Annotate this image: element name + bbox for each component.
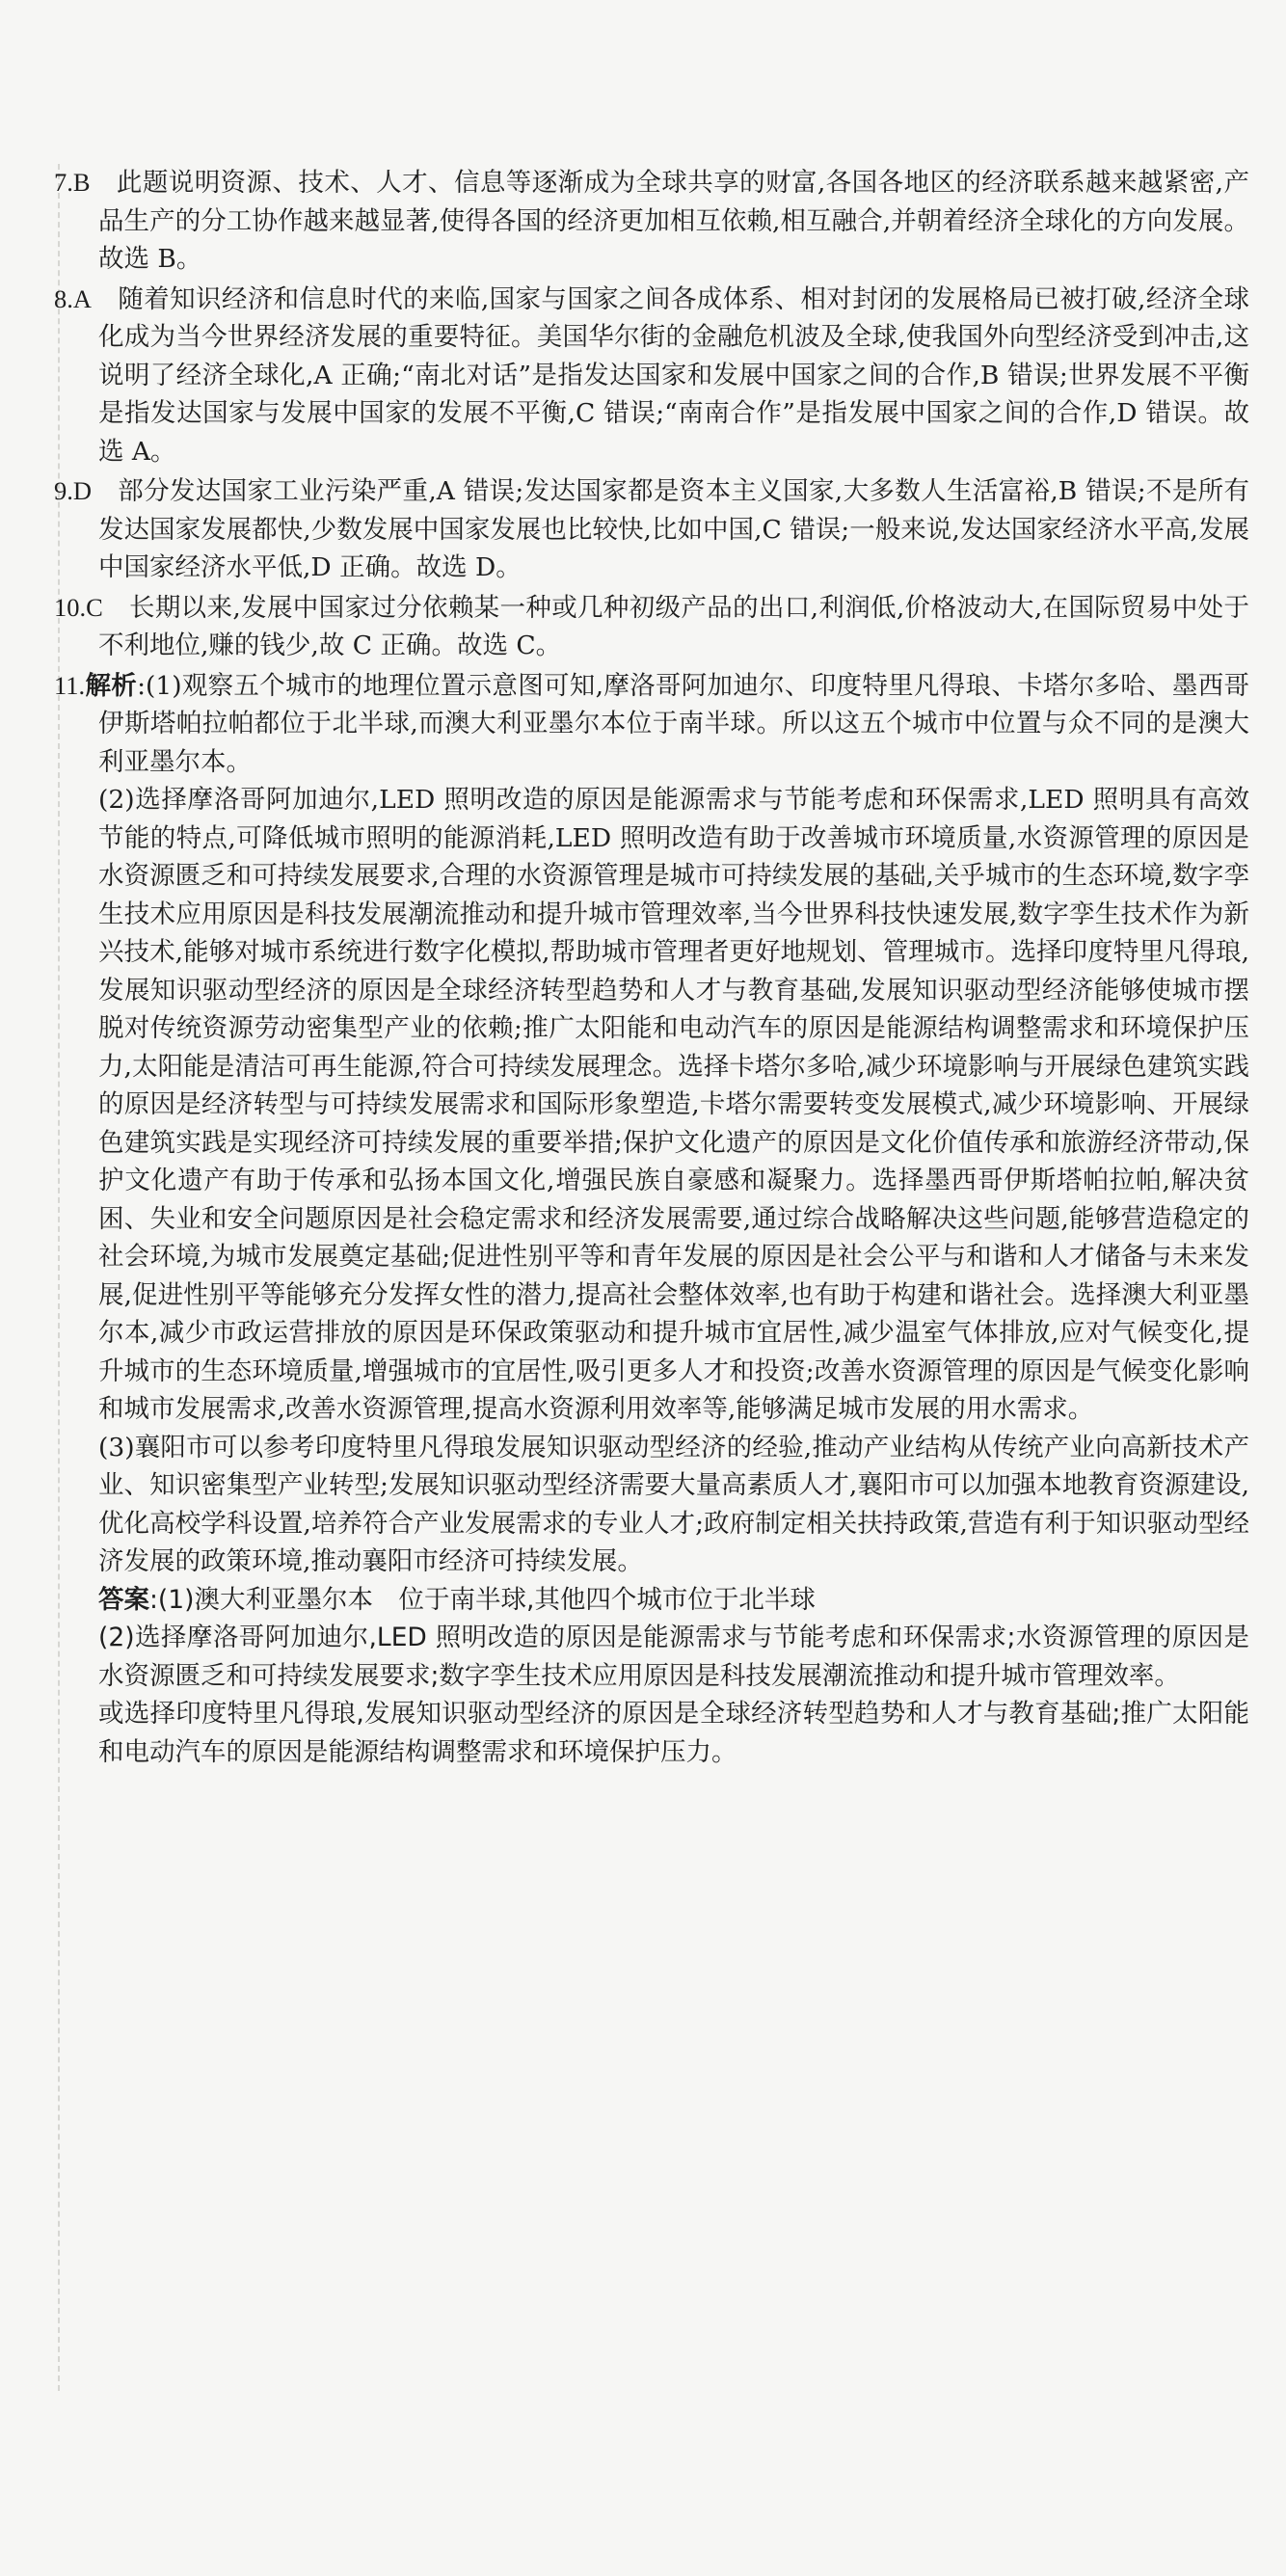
- item-number: 7.B: [54, 168, 91, 197]
- answer-label: 答案: [98, 1584, 149, 1615]
- item-text: 随着知识经济和信息时代的来临,国家与国家之间各成体系、相对封闭的发展格局已被打破,经济全球化成为当今世界经济发展的重要特征。美国华尔街的金融危机波及全球,使我国外向型经济受到冲击,这说明了经济全球化,A 正确;“南北对话”是指发达国家和发展中国家之间的合作,B 错误;世界发展不平衡是指发达国家与发展中国家的发展不平衡,C 错误;“南南合作”是指发展中国家之间的合作,D 错误。故选 A。: [98, 283, 1249, 467]
- item-11-answer-part2: [54, 1619, 1249, 1695]
- item-11-analysis-part1: [54, 667, 1249, 782]
- analysis-text-2: (2)选择摩洛哥阿加迪尔,LED 照明改造的原因是能源需求与节能考虑和环保需求,LED 照明具有高效节能的特点,可降低城市照明的能源消耗,LED 照明改造有助于改善城市环境质量,水资源管理的原因是水资源匮乏和可持续发展要求,合理的水资源管理是城市可持续发展的基础,关乎城市的生态环境,数字孪生技术应用原因是科技发展潮流推动和提升城市管理效率,当今世界科技快速发展,数字孪生技术作为新兴技术,能够对城市系统进行数字化模拟,帮助城市管理者更好地规划、管理城市。选择印度特里凡得琅,发展知识驱动型经济的原因是全球经济转型趋势和人才与教育基础,发展知识驱动型经济能够使城市摆脱对传统资源劳动密集型产业的依赖;推广太阳能和电动汽车的原因是能源结构调整需求和环境保护压力,太阳能是清洁可再生能源,符合可持续发展理念。选择卡塔尔多哈,减少环境影响与开展绿色建筑实践的原因是经济转型与可持续发展需求和国际形象塑造,卡塔尔需要转变发展模式,减少环境影响、开展绿色建筑实践是实现经济可持续发展的重要举措;保护文化遗产的原因是文化价值传承和旅游经济带动,保护文化遗产有助于传承和弘扬本国文化,增强民族自豪感和凝聚力。选择墨西哥伊斯塔帕拉帕,解决贫困、失业和安全问题原因是社会稳定需求和经济发展需要,通过综合战略解决这些问题,能够营造稳定的社会环境,为城市发展奠定基础;促进性别平等和青年发展的原因是社会公平与和谐和人才储备与未来发展,促进性别平等能够充分发挥女性的潜力,提高社会整体效率,也有助于构建和谐社会。选择澳大利亚墨尔本,减少市政运营排放的原因是环保政策驱动和提升城市宜居性,减少温室气体排放,应对气候变化,提升城市的生态环境质量,增强城市的宜居性,吸引更多人才和投资;改善水资源管理的原因是气候变化影响和城市发展需求,改善水资源管理,提高水资源利用效率等,能够满足城市发展的用水需求。: [98, 785, 1249, 1424]
- item-11-answer-part3: [54, 1695, 1249, 1771]
- item-11-analysis-part2: [54, 781, 1249, 1429]
- answer-text-1: :(1)澳大利亚墨尔本 位于南半球,其他四个城市位于北半球: [149, 1584, 816, 1615]
- item-7: [54, 164, 1249, 279]
- item-number: 9.D: [54, 476, 93, 505]
- item-10: [54, 589, 1249, 665]
- item-number: 10.C: [54, 592, 103, 622]
- answer-content: [54, 164, 1249, 1771]
- item-text: 部分发达国家工业污染严重,A 错误;发达国家都是资本主义国家,大多数人生活富裕,B 错误;不是所有发达国家发展都快,少数发展中国家发展也比较快,比如中国,C 错误;一般来说,发达国家经济水平高,发展中国家经济水平低,D 正确。故选 D。: [98, 476, 1250, 582]
- item-11-answer-part1: [54, 1581, 1249, 1620]
- answer-text-3: 或选择印度特里凡得琅,发展知识驱动型经济的原因是全球经济转型趋势和人才与教育基础;推广太阳能和电动汽车的原因是能源结构调整需求和环境保护压力。: [98, 1699, 1249, 1767]
- item-number: 11.: [54, 670, 86, 700]
- item-11-analysis-part3: [54, 1429, 1249, 1581]
- item-8: [54, 281, 1249, 471]
- analysis-text-3: (3)襄阳市可以参考印度特里凡得琅发展知识驱动型经济的经验,推动产业结构从传统产业向高新技术产业、知识密集型产业转型;发展知识驱动型经济需要大量高素质人才,襄阳市可以加强本地教育资源建设,优化高校学科设置,培养符合产业发展需求的专业人才;政府制定相关扶持政策,营造有利于知识驱动型经济发展的政策环境,推动襄阳市经济可持续发展。: [98, 1432, 1249, 1576]
- analysis-label: 解析: [85, 670, 138, 701]
- analysis-text-1: :(1)观察五个城市的地理位置示意图可知,摩洛哥阿加迪尔、印度特里凡得琅、卡塔尔多哈、墨西哥伊斯塔帕拉帕都位于北半球,而澳大利亚墨尔本位于南半球。所以这五个城市中位置与众不同的是澳大利亚墨尔本。: [98, 670, 1250, 777]
- answer-text-2: (2)选择摩洛哥阿加迪尔,LED 照明改造的原因是能源需求与节能考虑和环保需求;水资源管理的原因是水资源匮乏和可持续发展要求;数字孪生技术应用原因是科技发展潮流推动和提升城市管理效率。: [98, 1623, 1249, 1691]
- item-text: 长期以来,发展中国家过分依赖某一种或几种初级产品的出口,利润低,价格波动大,在国际贸易中处于不利地位,赚的钱少,故 C 正确。故选 C。: [98, 592, 1249, 660]
- item-9: [54, 472, 1249, 587]
- item-number: 8.A: [54, 283, 93, 313]
- item-text: 此题说明资源、技术、人才、信息等逐渐成为全球共享的财富,各国各地区的经济联系越来越紧密,产品生产的分工协作越来越显著,使得各国的经济更加相互依赖,相互融合,并朝着经济全球化的方向发展。故选 B。: [98, 168, 1249, 274]
